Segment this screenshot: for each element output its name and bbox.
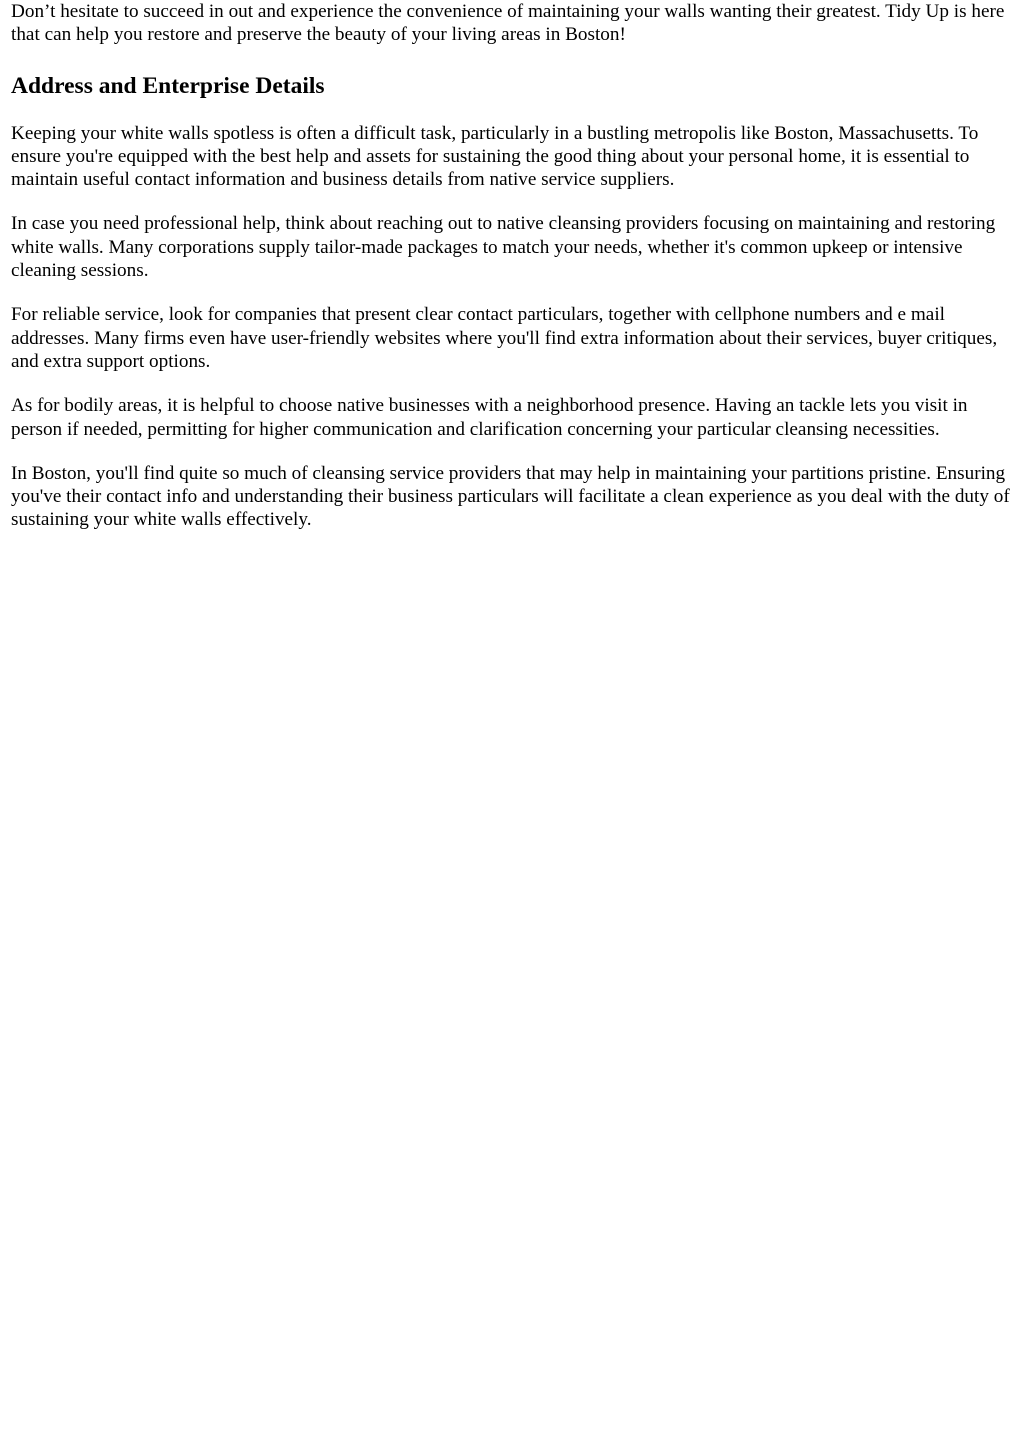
paragraph-boston-providers: In Boston, you'll find quite so much of cleansing service providers that may help in maintaining your partitions pristine. Ensuring you've their contact info and understanding their business particulars will facilitate a clean experience as you deal with the duty of sustaining your white walls effectively.	[11, 462, 1010, 531]
intro-paragraph: Don’t hesitate to succeed in out and experience the convenience of maintaining your walls wanting their greatest. Tidy Up is here that can help you restore and preserve the beauty of your living areas in Boston!	[11, 1, 1005, 46]
paragraph-physical-locations: As for bodily areas, it is helpful to choose native businesses with a neighborhood presence. Having an tackle lets you visit in person if needed, permitting for higher communication and clarification concerning your particular cleansing necessities.	[11, 395, 968, 440]
paragraph-reliable-service: For reliable service, look for companies that present clear contact particulars, together with cellphone numbers and e mail addresses. Many firms even have user-friendly websites where you'll find extra information about their services, buyer critiques, and extra support options.	[11, 304, 998, 372]
paragraph-professional-help: In case you need professional help, think about reaching out to native cleansing providers focusing on maintaining and restoring white walls. Many corporations supply tailor-made packages to match your needs, whether it's common upkeep or intensive cleaning sessions.	[11, 213, 996, 282]
document-page	[0, 0, 1024, 532]
section-heading: Address and Enterprise Details	[11, 72, 325, 99]
paragraph-contact-info: Keeping your white walls spotless is often a difficult task, particularly in a bustling metropolis like Boston, Massachusetts. To ensure you're equipped with the best help and assets for sustaining the good thing about your personal home, it is essential to maintain useful contact information and business details from native service suppliers.	[11, 122, 979, 191]
